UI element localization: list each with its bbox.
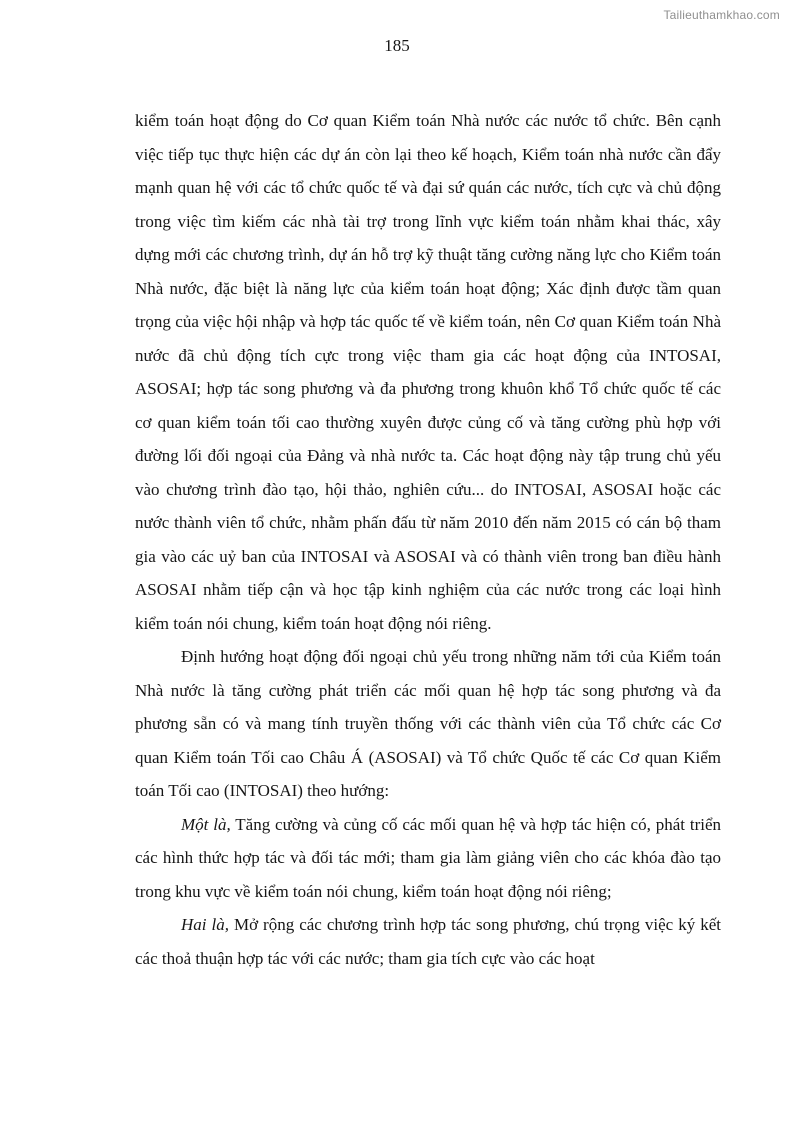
page-number: 185: [384, 36, 410, 55]
paragraph-lead-italic: Hai là,: [181, 915, 229, 934]
watermark-text: Tailieuthamkhao.com: [663, 8, 780, 22]
paragraph-lead-italic: Một là,: [181, 814, 231, 834]
paragraph-text: Mở rộng các chương trình hợp tác song phương, chú trọng việc ký kết các thoả thuận hợp tác với các nước; tham gia tích cực vào các hoạt: [135, 915, 721, 968]
paragraph: Định hướng hoạt động đối ngoại chủ yếu trong những năm tới của Kiểm toán Nhà nước là tăng cường phát triển các mối quan hệ hợp tác song phương và đa phương sẵn có và mang tính truyền thống với các thành viên của Tổ chức các Cơ quan Kiểm toán Tối cao Châu Á (ASOSAI) và Tổ chức Quốc tế các Cơ quan Kiểm toán Tối cao (INTOSAI) theo hướng:: [135, 647, 721, 800]
paragraph: [135, 908, 721, 975]
paragraph: [135, 808, 721, 909]
paragraph: kiểm toán hoạt động do Cơ quan Kiểm toán Nhà nước các nước tổ chức. Bên cạnh việc tiếp tục thực hiện các dự án còn lại theo kế hoạch, Kiểm toán nhà nước cần đẩy mạnh quan hệ với các tổ chức quốc tế và đại sứ quán các nước, tích cực và chủ động trong việc tìm kiếm các nhà tài trợ trong lĩnh vực kiểm toán nhằm khai thác, xây dựng mới các chương trình, dự án hỗ trợ kỹ thuật tăng cường năng lực cho Kiểm toán Nhà nước, đặc biệt là năng lực của kiểm toán hoạt động; Xác định được tầm quan trọng của việc hội nhập và hợp tác quốc tế về kiểm toán, nên Cơ quan Kiểm toán Nhà nước đã chủ động tích cực trong việc tham gia các hoạt động của INTOSAI, ASOSAI; hợp tác song phương và đa phương trong khuôn khổ Tổ chức quốc tế các cơ quan kiểm toán tối cao thường xuyên được củng cố và tăng cường phù hợp với đường lối đối ngoại của Đảng và nhà nước ta. Các hoạt động này tập trung chủ yếu vào chương trình đào tạo, hội thảo, nghiên cứu... do INTOSAI, ASOSAI hoặc các nước thành viên tổ chức, nhằm phấn đấu từ năm 2010 đến năm 2015 có cán bộ tham gia vào các uỷ ban của INTOSAI và ASOSAI và có thành viên trong ban điều hành ASOSAI nhằm tiếp cận và học tập kinh nghiệm của các nước trong các loại hình kiểm toán nói chung, kiểm toán hoạt động nói riêng.: [135, 111, 721, 633]
paragraph-text: Tăng cường và củng cố các mối quan hệ và hợp tác hiện có, phát triển các hình thức hợp tác và đối tác mới; tham gia làm giảng viên cho các khóa đào tạo trong khu vực về kiểm toán nói chung, kiểm toán hoạt động nói riêng;: [135, 814, 721, 901]
body-text: [135, 104, 721, 975]
